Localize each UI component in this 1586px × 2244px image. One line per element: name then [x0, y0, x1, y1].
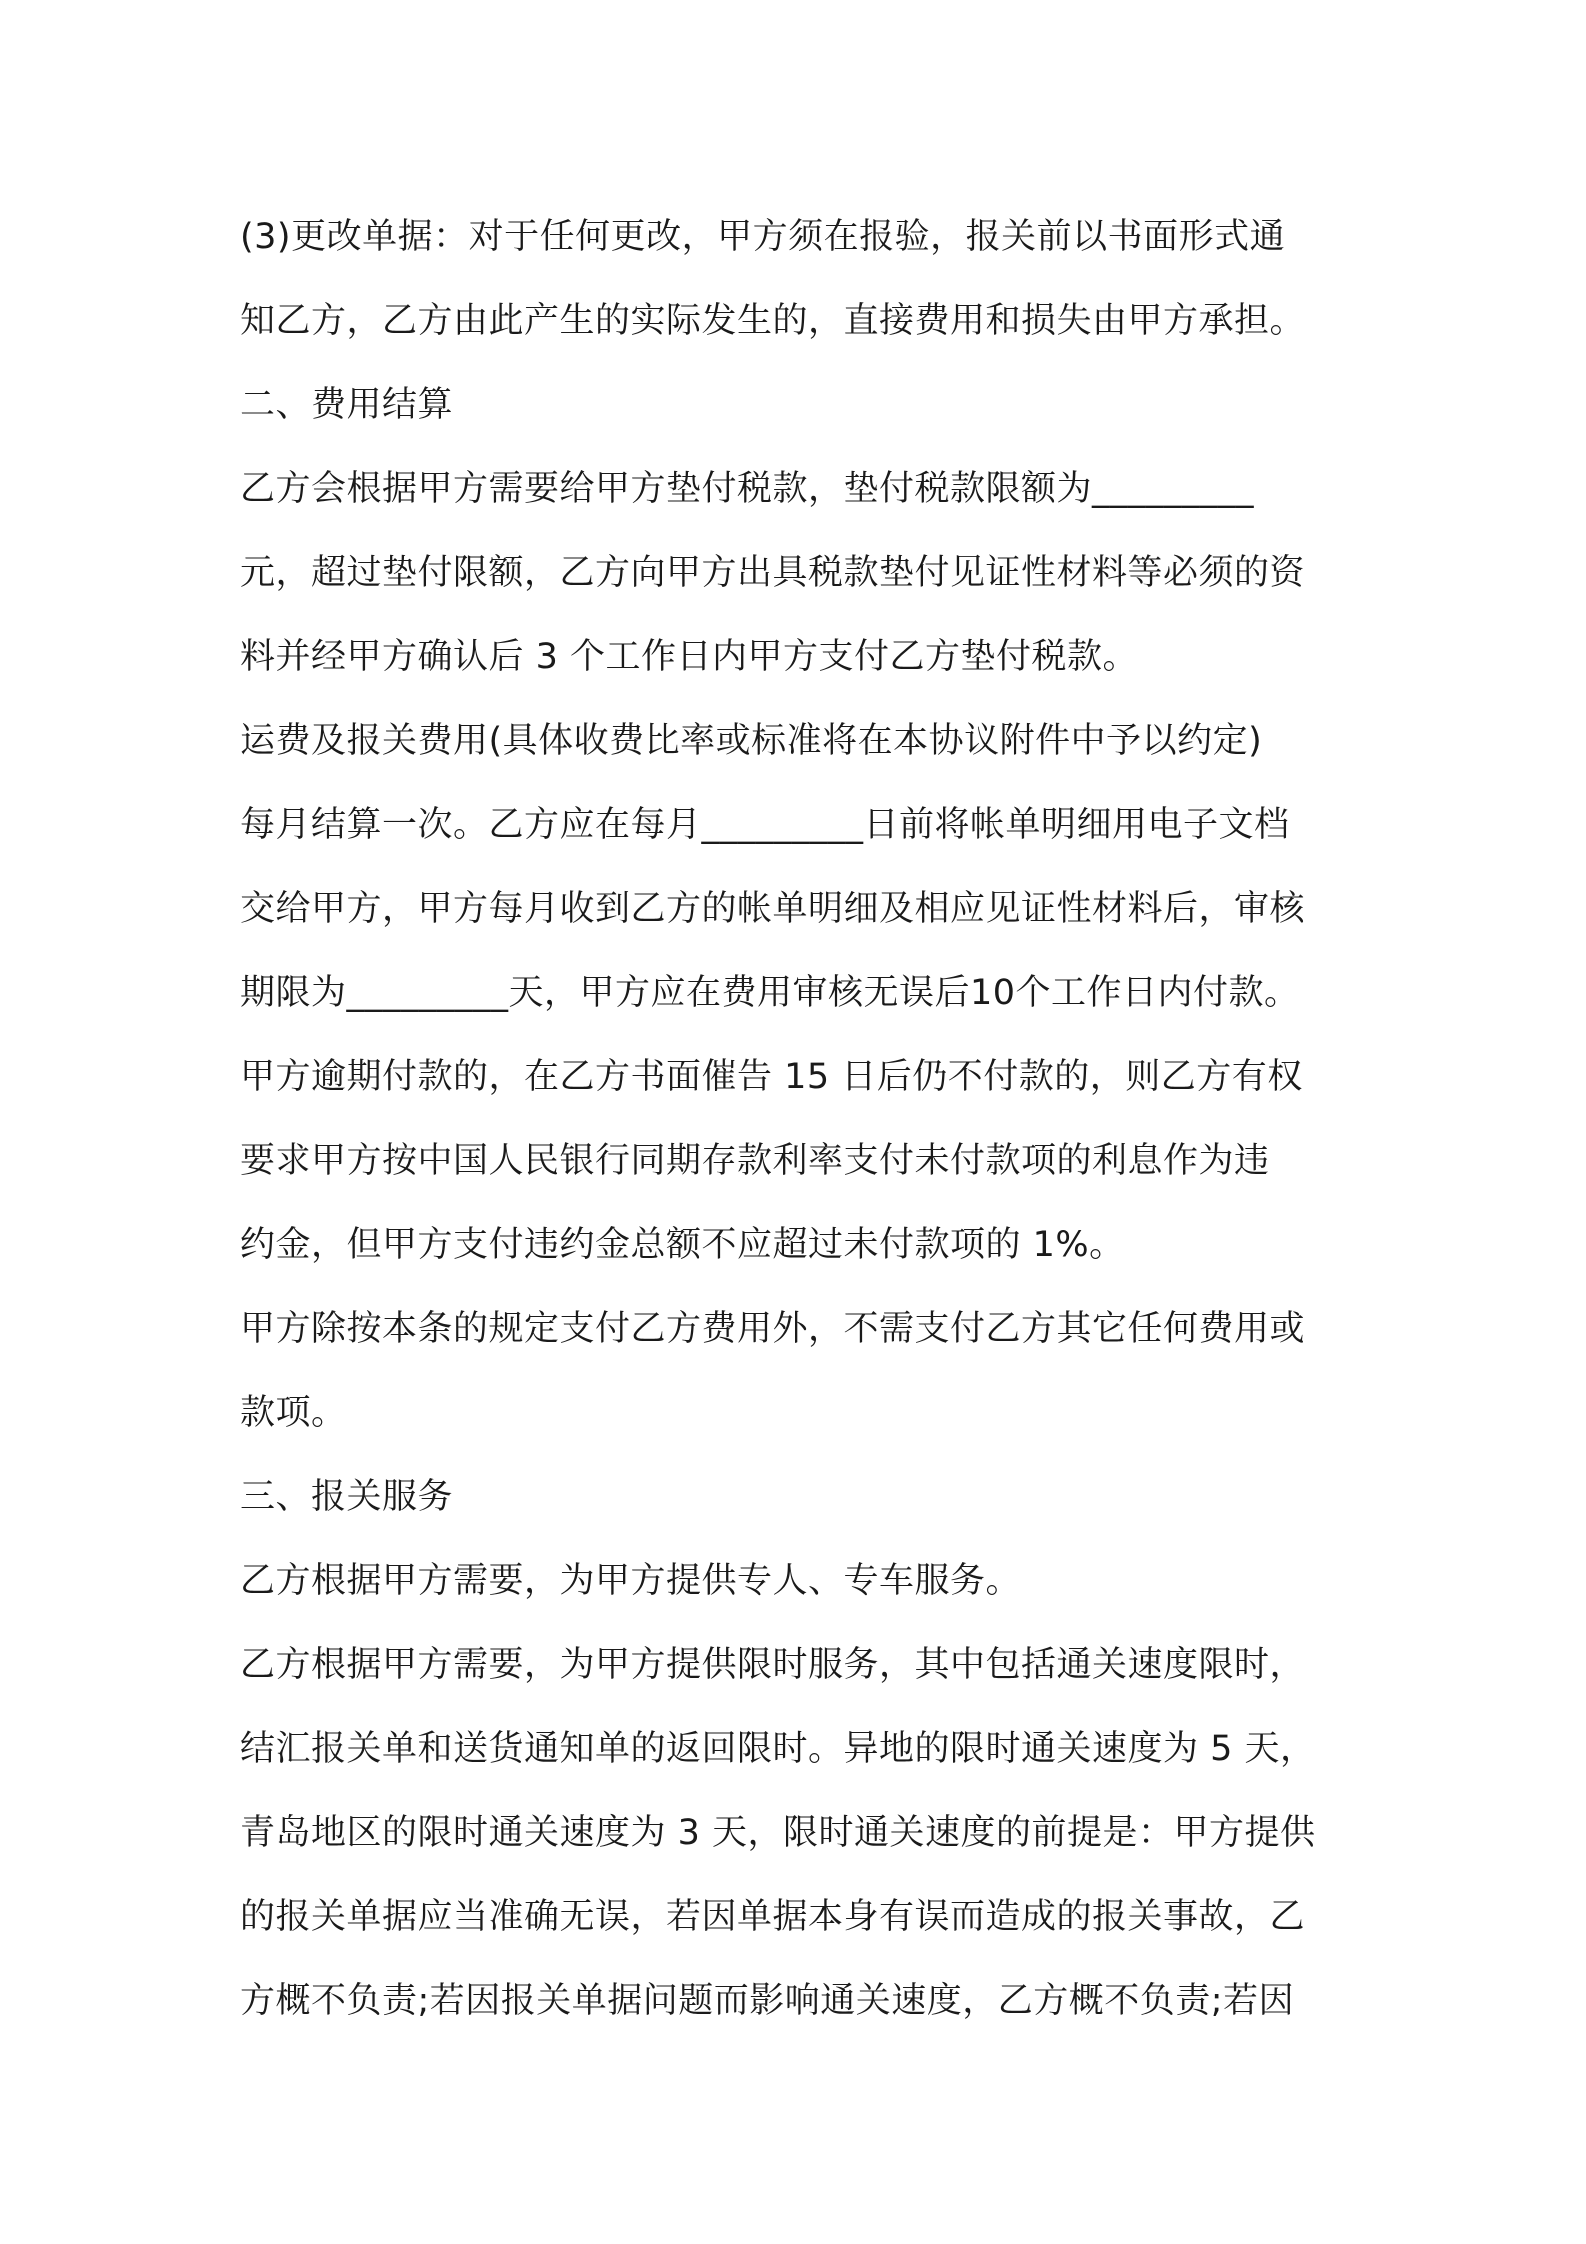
paragraph-line: 乙方根据甲方需要，为甲方提供限时服务，其中包括通关速度限时，	[240, 1645, 1306, 1685]
paragraph-line: 要求甲方按中国人民银行同期存款利率支付未付款项的利息作为违	[240, 1141, 1270, 1181]
paragraph-line: 方概不负责;若因报关单据问题而影响通关速度，乙方概不负责;若因	[240, 1981, 1295, 2021]
section-heading: 二、费用结算	[240, 385, 454, 425]
paragraph-line: (3)更改单据：对于任何更改，甲方须在报验，报关前以书面形式通	[240, 217, 1286, 257]
document-body	[240, 195, 1360, 2043]
paragraph-line: 甲方除按本条的规定支付乙方费用外，不需支付乙方其它任何费用或	[240, 1309, 1306, 1349]
paragraph-line: 结汇报关单和送货通知单的返回限时。异地的限时通关速度为 5 天，	[240, 1729, 1316, 1769]
paragraph-line: 交给甲方，甲方每月收到乙方的帐单明细及相应见证性材料后，审核	[240, 889, 1306, 929]
paragraph-line: 约金，但甲方支付违约金总额不应超过未付款项的 1%。	[240, 1225, 1125, 1265]
paragraph-line: 运费及报关费用(具体收费比率或标准将在本协议附件中予以约定)	[240, 721, 1263, 761]
paragraph-line: 的报关单据应当准确无误，若因单据本身有误而造成的报关事故，乙	[240, 1897, 1306, 1937]
paragraph-line: 知乙方，乙方由此产生的实际发生的，直接费用和损失由甲方承担。	[240, 301, 1306, 341]
section-heading: 三、报关服务	[240, 1477, 454, 1517]
paragraph-line: 元，超过垫付限额，乙方向甲方出具税款垫付见证性材料等必须的资	[240, 553, 1306, 593]
paragraph-line: 乙方根据甲方需要，为甲方提供专人、专车服务。	[240, 1561, 1022, 1601]
paragraph-line: 每月结算一次。乙方应在每月_________日前将帐单明细用电子文档	[240, 805, 1290, 845]
paragraph-line: 期限为_________天，甲方应在费用审核无误后10个工作日内付款。	[240, 973, 1300, 1013]
paragraph-line: 乙方会根据甲方需要给甲方垫付税款，垫付税款限额为_________	[240, 469, 1255, 509]
paragraph-line: 款项。	[240, 1393, 347, 1433]
paragraph-line: 料并经甲方确认后 3 个工作日内甲方支付乙方垫付税款。	[240, 637, 1139, 677]
paragraph-line: 甲方逾期付款的，在乙方书面催告 15 日后仍不付款的，则乙方有权	[240, 1057, 1303, 1097]
paragraph-line: 青岛地区的限时通关速度为 3 天，限时通关速度的前提是：甲方提供	[240, 1813, 1316, 1853]
